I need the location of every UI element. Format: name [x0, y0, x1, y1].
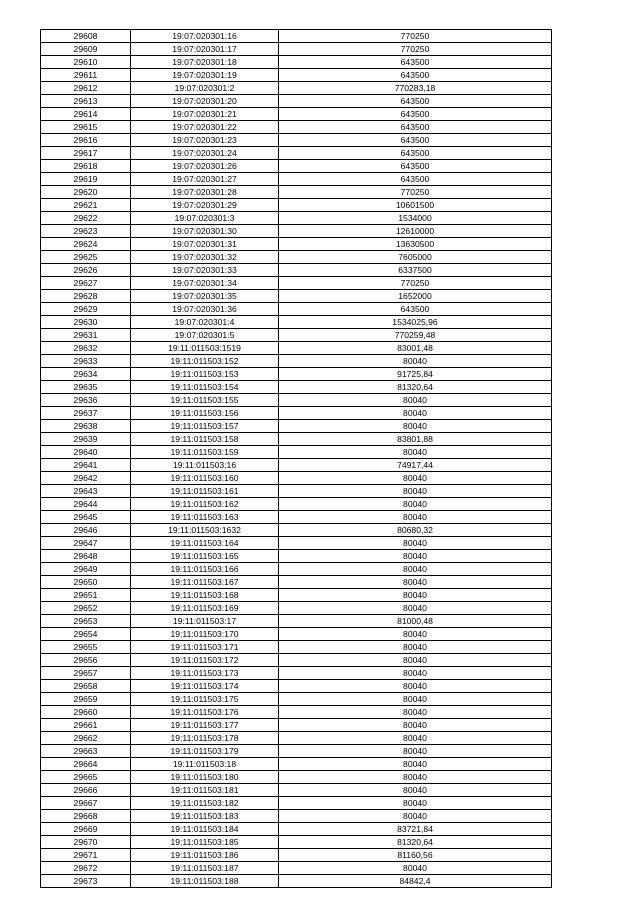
cadastral-value-table [40, 29, 552, 888]
cadastral-number-cell: 19:11:011503:168 [131, 589, 279, 602]
cadastral-value-cell: 643500 [279, 147, 552, 160]
table-row [41, 849, 552, 862]
row-number-cell: 29626 [41, 264, 131, 277]
table-row [41, 667, 552, 680]
cadastral-number-cell: 19:11:011503:176 [131, 706, 279, 719]
row-number-cell: 29623 [41, 225, 131, 238]
table-row [41, 485, 552, 498]
row-number-cell: 29661 [41, 719, 131, 732]
cadastral-value-cell: 770250 [279, 30, 552, 43]
row-number-cell: 29651 [41, 589, 131, 602]
row-number-cell: 29635 [41, 381, 131, 394]
cadastral-value-cell: 643500 [279, 173, 552, 186]
row-number-cell: 29655 [41, 641, 131, 654]
cadastral-number-cell: 19:11:011503:1632 [131, 524, 279, 537]
cadastral-number-cell: 19:07:020301:5 [131, 329, 279, 342]
cadastral-value-cell: 80040 [279, 758, 552, 771]
cadastral-value-cell: 74917,44 [279, 459, 552, 472]
table-row [41, 251, 552, 264]
cadastral-value-cell: 80040 [279, 407, 552, 420]
table-row [41, 56, 552, 69]
cadastral-number-cell: 19:11:011503:154 [131, 381, 279, 394]
row-number-cell: 29669 [41, 823, 131, 836]
cadastral-number-cell: 19:07:020301:3 [131, 212, 279, 225]
cadastral-number-cell: 19:07:020301:31 [131, 238, 279, 251]
table-row [41, 641, 552, 654]
cadastral-value-cell: 80040 [279, 719, 552, 732]
cadastral-value-cell: 1534000 [279, 212, 552, 225]
table-row [41, 797, 552, 810]
cadastral-number-cell: 19:07:020301:22 [131, 121, 279, 134]
row-number-cell: 29622 [41, 212, 131, 225]
cadastral-number-cell: 19:07:020301:4 [131, 316, 279, 329]
cadastral-number-cell: 19:11:011503:152 [131, 355, 279, 368]
cadastral-value-cell: 80040 [279, 550, 552, 563]
cadastral-value-cell: 84842,4 [279, 875, 552, 888]
cadastral-value-cell: 80040 [279, 732, 552, 745]
cadastral-number-cell: 19:07:020301:20 [131, 95, 279, 108]
row-number-cell: 29673 [41, 875, 131, 888]
cadastral-value-cell: 80040 [279, 667, 552, 680]
table-row [41, 862, 552, 875]
row-number-cell: 29654 [41, 628, 131, 641]
table-row [41, 420, 552, 433]
row-number-cell: 29619 [41, 173, 131, 186]
table-row [41, 407, 552, 420]
row-number-cell: 29666 [41, 784, 131, 797]
cadastral-number-cell: 19:11:011503:179 [131, 745, 279, 758]
table-row [41, 43, 552, 56]
cadastral-value-cell: 643500 [279, 56, 552, 69]
row-number-cell: 29640 [41, 446, 131, 459]
row-number-cell: 29611 [41, 69, 131, 82]
cadastral-value-cell: 643500 [279, 69, 552, 82]
row-number-cell: 29636 [41, 394, 131, 407]
cadastral-number-cell: 19:11:011503:160 [131, 472, 279, 485]
row-number-cell: 29658 [41, 680, 131, 693]
cadastral-number-cell: 19:07:020301:19 [131, 69, 279, 82]
cadastral-value-cell: 643500 [279, 95, 552, 108]
table-row [41, 368, 552, 381]
table-row [41, 95, 552, 108]
cadastral-number-cell: 19:11:011503:172 [131, 654, 279, 667]
cadastral-number-cell: 19:11:011503:186 [131, 849, 279, 862]
row-number-cell: 29608 [41, 30, 131, 43]
cadastral-number-cell: 19:11:011503:182 [131, 797, 279, 810]
row-number-cell: 29638 [41, 420, 131, 433]
table-row [41, 706, 552, 719]
row-number-cell: 29613 [41, 95, 131, 108]
row-number-cell: 29616 [41, 134, 131, 147]
row-number-cell: 29660 [41, 706, 131, 719]
cadastral-value-cell: 81320,64 [279, 836, 552, 849]
row-number-cell: 29639 [41, 433, 131, 446]
cadastral-value-cell: 80040 [279, 745, 552, 758]
cadastral-number-cell: 19:07:020301:34 [131, 277, 279, 290]
cadastral-value-cell: 80040 [279, 537, 552, 550]
table-row [41, 316, 552, 329]
cadastral-value-cell: 80680,32 [279, 524, 552, 537]
cadastral-number-cell: 19:07:020301:30 [131, 225, 279, 238]
table-row [41, 433, 552, 446]
cadastral-number-cell: 19:11:011503:174 [131, 680, 279, 693]
cadastral-value-cell: 80040 [279, 576, 552, 589]
row-number-cell: 29644 [41, 498, 131, 511]
cadastral-value-cell: 80040 [279, 797, 552, 810]
cadastral-value-cell: 643500 [279, 108, 552, 121]
table-row [41, 134, 552, 147]
table-row [41, 381, 552, 394]
row-number-cell: 29647 [41, 537, 131, 550]
row-number-cell: 29620 [41, 186, 131, 199]
cadastral-value-cell: 80040 [279, 420, 552, 433]
row-number-cell: 29663 [41, 745, 131, 758]
row-number-cell: 29646 [41, 524, 131, 537]
cadastral-number-cell: 19:11:011503:159 [131, 446, 279, 459]
table-row [41, 225, 552, 238]
cadastral-value-cell: 1652000 [279, 290, 552, 303]
row-number-cell: 29649 [41, 563, 131, 576]
table-row [41, 875, 552, 888]
table-row [41, 563, 552, 576]
table-row [41, 160, 552, 173]
cadastral-number-cell: 19:11:011503:175 [131, 693, 279, 706]
table-row [41, 719, 552, 732]
row-number-cell: 29670 [41, 836, 131, 849]
cadastral-number-cell: 19:11:011503:169 [131, 602, 279, 615]
row-number-cell: 29662 [41, 732, 131, 745]
cadastral-number-cell: 19:11:011503:155 [131, 394, 279, 407]
cadastral-value-cell: 81320,64 [279, 381, 552, 394]
cadastral-number-cell: 19:11:011503:165 [131, 550, 279, 563]
row-number-cell: 29630 [41, 316, 131, 329]
row-number-cell: 29641 [41, 459, 131, 472]
cadastral-value-cell: 770259,48 [279, 329, 552, 342]
row-number-cell: 29672 [41, 862, 131, 875]
cadastral-value-cell: 80040 [279, 771, 552, 784]
cadastral-number-cell: 19:11:011503:185 [131, 836, 279, 849]
cadastral-number-cell: 19:07:020301:32 [131, 251, 279, 264]
cadastral-value-cell: 643500 [279, 121, 552, 134]
table-row [41, 108, 552, 121]
cadastral-number-cell: 19:07:020301:23 [131, 134, 279, 147]
cadastral-number-cell: 19:11:011503:178 [131, 732, 279, 745]
table-row [41, 147, 552, 160]
cadastral-value-cell: 80040 [279, 602, 552, 615]
row-number-cell: 29615 [41, 121, 131, 134]
table-row [41, 511, 552, 524]
row-number-cell: 29621 [41, 199, 131, 212]
table-row [41, 173, 552, 186]
cadastral-number-cell: 19:11:011503:180 [131, 771, 279, 784]
table-row [41, 745, 552, 758]
cadastral-number-cell: 19:07:020301:24 [131, 147, 279, 160]
table-row [41, 264, 552, 277]
cadastral-number-cell: 19:07:020301:26 [131, 160, 279, 173]
cadastral-value-cell: 80040 [279, 485, 552, 498]
cadastral-number-cell: 19:11:011503:153 [131, 368, 279, 381]
row-number-cell: 29668 [41, 810, 131, 823]
row-number-cell: 29609 [41, 43, 131, 56]
cadastral-value-cell: 80040 [279, 563, 552, 576]
table-row [41, 524, 552, 537]
row-number-cell: 29664 [41, 758, 131, 771]
cadastral-number-cell: 19:11:011503:184 [131, 823, 279, 836]
table-row [41, 550, 552, 563]
cadastral-value-cell: 643500 [279, 160, 552, 173]
table-row [41, 329, 552, 342]
cadastral-number-cell: 19:07:020301:28 [131, 186, 279, 199]
cadastral-value-cell: 770250 [279, 43, 552, 56]
cadastral-number-cell: 19:11:011503:156 [131, 407, 279, 420]
table-row [41, 121, 552, 134]
table-row [41, 602, 552, 615]
row-number-cell: 29653 [41, 615, 131, 628]
table-row [41, 342, 552, 355]
row-number-cell: 29631 [41, 329, 131, 342]
row-number-cell: 29624 [41, 238, 131, 251]
row-number-cell: 29648 [41, 550, 131, 563]
row-number-cell: 29650 [41, 576, 131, 589]
table-row [41, 758, 552, 771]
table-row [41, 199, 552, 212]
cadastral-value-cell: 770250 [279, 277, 552, 290]
cadastral-value-cell: 83001,48 [279, 342, 552, 355]
table-row [41, 823, 552, 836]
table-row [41, 628, 552, 641]
cadastral-value-cell: 10601500 [279, 199, 552, 212]
cadastral-number-cell: 19:07:020301:21 [131, 108, 279, 121]
row-number-cell: 29642 [41, 472, 131, 485]
cadastral-value-cell: 81160,56 [279, 849, 552, 862]
row-number-cell: 29610 [41, 56, 131, 69]
cadastral-number-cell: 19:07:020301:33 [131, 264, 279, 277]
table-row [41, 693, 552, 706]
row-number-cell: 29629 [41, 303, 131, 316]
cadastral-number-cell: 19:11:011503:157 [131, 420, 279, 433]
table-row [41, 680, 552, 693]
cadastral-value-cell: 80040 [279, 589, 552, 602]
table-row [41, 576, 552, 589]
cadastral-value-cell: 80040 [279, 810, 552, 823]
cadastral-value-cell: 83801,88 [279, 433, 552, 446]
row-number-cell: 29643 [41, 485, 131, 498]
cadastral-value-cell: 1534025,96 [279, 316, 552, 329]
cadastral-value-cell: 7605000 [279, 251, 552, 264]
cadastral-value-cell: 80040 [279, 394, 552, 407]
cadastral-number-cell: 19:11:011503:164 [131, 537, 279, 550]
row-number-cell: 29637 [41, 407, 131, 420]
cadastral-number-cell: 19:11:011503:188 [131, 875, 279, 888]
cadastral-number-cell: 19:11:011503:1519 [131, 342, 279, 355]
cadastral-value-cell: 80040 [279, 628, 552, 641]
cadastral-value-cell: 91725,84 [279, 368, 552, 381]
row-number-cell: 29634 [41, 368, 131, 381]
table-row [41, 212, 552, 225]
cadastral-number-cell: 19:11:011503:170 [131, 628, 279, 641]
cadastral-value-cell: 643500 [279, 134, 552, 147]
table-row [41, 615, 552, 628]
cadastral-value-cell: 80040 [279, 680, 552, 693]
table-row [41, 459, 552, 472]
cadastral-value-cell: 80040 [279, 446, 552, 459]
cadastral-number-cell: 19:11:011503:183 [131, 810, 279, 823]
table-row [41, 186, 552, 199]
cadastral-value-cell: 80040 [279, 706, 552, 719]
cadastral-value-cell: 80040 [279, 472, 552, 485]
table-row [41, 537, 552, 550]
table-row [41, 784, 552, 797]
cadastral-number-cell: 19:11:011503:166 [131, 563, 279, 576]
row-number-cell: 29665 [41, 771, 131, 784]
table-row [41, 771, 552, 784]
cadastral-number-cell: 19:07:020301:36 [131, 303, 279, 316]
cadastral-value-cell: 12610000 [279, 225, 552, 238]
row-number-cell: 29628 [41, 290, 131, 303]
cadastral-value-cell: 80040 [279, 784, 552, 797]
cadastral-number-cell: 19:07:020301:16 [131, 30, 279, 43]
table-row [41, 69, 552, 82]
cadastral-number-cell: 19:11:011503:163 [131, 511, 279, 524]
table-row [41, 82, 552, 95]
cadastral-number-cell: 19:07:020301:17 [131, 43, 279, 56]
table-row [41, 277, 552, 290]
row-number-cell: 29633 [41, 355, 131, 368]
row-number-cell: 29632 [41, 342, 131, 355]
row-number-cell: 29625 [41, 251, 131, 264]
table-row [41, 355, 552, 368]
row-number-cell: 29667 [41, 797, 131, 810]
cadastral-value-cell: 770283,18 [279, 82, 552, 95]
cadastral-value-cell: 80040 [279, 862, 552, 875]
cadastral-number-cell: 19:11:011503:162 [131, 498, 279, 511]
row-number-cell: 29614 [41, 108, 131, 121]
table-row [41, 472, 552, 485]
cadastral-value-cell: 80040 [279, 355, 552, 368]
cadastral-number-cell: 19:11:011503:171 [131, 641, 279, 654]
cadastral-value-cell: 643500 [279, 303, 552, 316]
row-number-cell: 29657 [41, 667, 131, 680]
cadastral-number-cell: 19:11:011503:187 [131, 862, 279, 875]
row-number-cell: 29612 [41, 82, 131, 95]
table-row [41, 589, 552, 602]
cadastral-value-cell: 770250 [279, 186, 552, 199]
cadastral-number-cell: 19:11:011503:177 [131, 719, 279, 732]
cadastral-number-cell: 19:11:011503:161 [131, 485, 279, 498]
table-row [41, 238, 552, 251]
table-row [41, 290, 552, 303]
cadastral-value-cell: 80040 [279, 654, 552, 667]
table-row [41, 446, 552, 459]
cadastral-value-cell: 80040 [279, 693, 552, 706]
table-row [41, 654, 552, 667]
cadastral-number-cell: 19:07:020301:35 [131, 290, 279, 303]
cadastral-value-cell: 6337500 [279, 264, 552, 277]
row-number-cell: 29618 [41, 160, 131, 173]
cadastral-value-cell: 83721,84 [279, 823, 552, 836]
row-number-cell: 29617 [41, 147, 131, 160]
row-number-cell: 29656 [41, 654, 131, 667]
table-row [41, 498, 552, 511]
cadastral-number-cell: 19:11:011503:181 [131, 784, 279, 797]
cadastral-number-cell: 19:07:020301:2 [131, 82, 279, 95]
row-number-cell: 29659 [41, 693, 131, 706]
cadastral-value-cell: 80040 [279, 498, 552, 511]
table-row [41, 810, 552, 823]
cadastral-value-cell: 80040 [279, 641, 552, 654]
cadastral-number-cell: 19:07:020301:27 [131, 173, 279, 186]
cadastral-number-cell: 19:11:011503:158 [131, 433, 279, 446]
row-number-cell: 29627 [41, 277, 131, 290]
row-number-cell: 29645 [41, 511, 131, 524]
table-row [41, 394, 552, 407]
cadastral-number-cell: 19:07:020301:18 [131, 56, 279, 69]
table-row [41, 836, 552, 849]
table-row [41, 30, 552, 43]
cadastral-number-cell: 19:11:011503:173 [131, 667, 279, 680]
row-number-cell: 29652 [41, 602, 131, 615]
cadastral-number-cell: 19:11:011503:16 [131, 459, 279, 472]
cadastral-number-cell: 19:11:011503:18 [131, 758, 279, 771]
table-row [41, 732, 552, 745]
cadastral-number-cell: 19:07:020301:29 [131, 199, 279, 212]
table-body [41, 30, 552, 888]
table-row [41, 303, 552, 316]
cadastral-number-cell: 19:11:011503:17 [131, 615, 279, 628]
row-number-cell: 29671 [41, 849, 131, 862]
cadastral-value-cell: 13630500 [279, 238, 552, 251]
cadastral-value-cell: 80040 [279, 511, 552, 524]
cadastral-number-cell: 19:11:011503:167 [131, 576, 279, 589]
cadastral-value-cell: 81000,48 [279, 615, 552, 628]
